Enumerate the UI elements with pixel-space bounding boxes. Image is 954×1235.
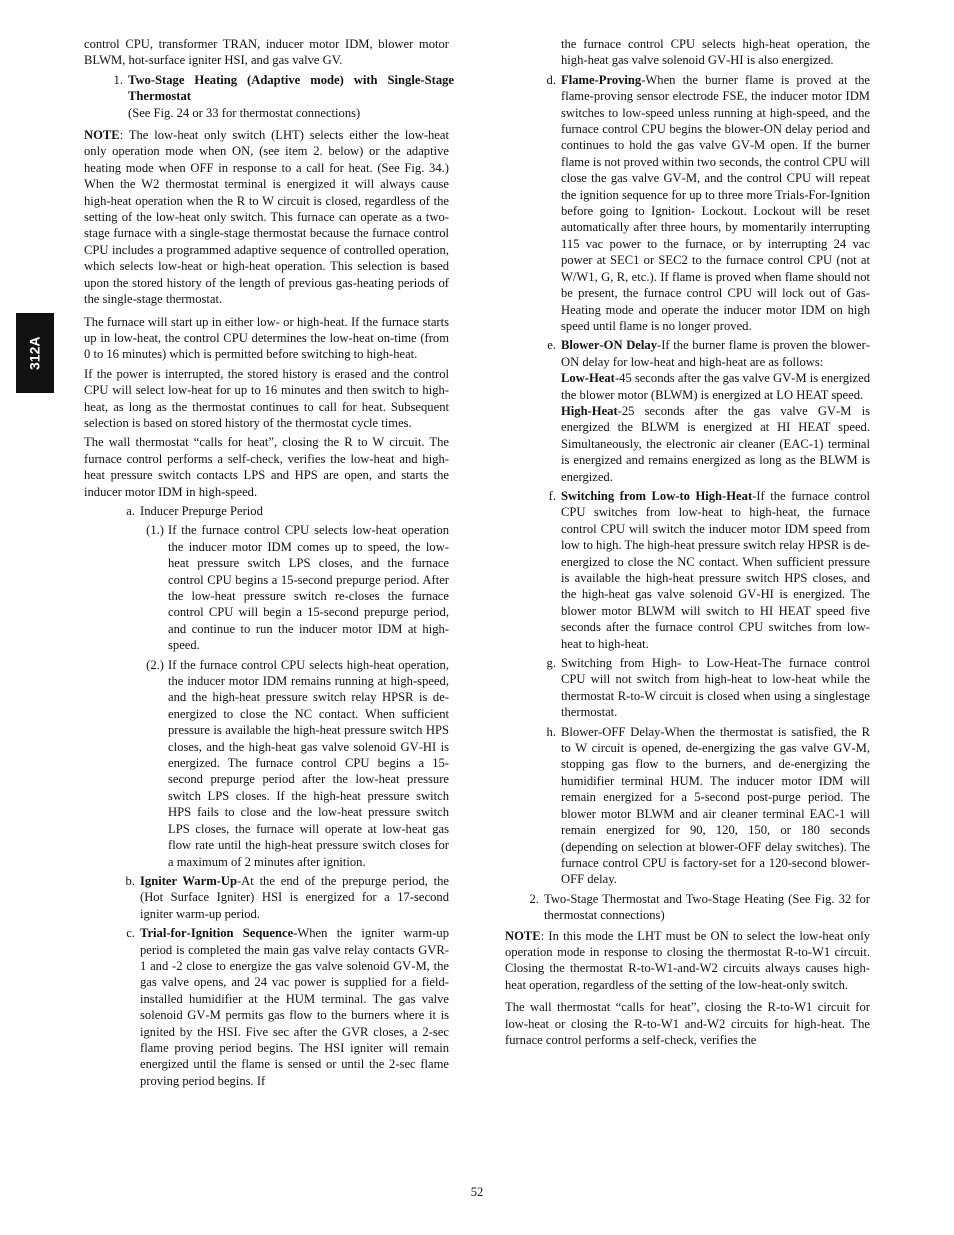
item-title: Switching from Low‐to High‐Heat [561,488,753,503]
item-number: 1. [113,72,123,87]
item-text: the furnace control CPU selects high‐heat operation, the high‐heat gas valve solenoid GV‐HI is also energized. [561,37,870,68]
list-item-a2 [84,657,449,870]
item-letter: b. [125,873,135,888]
paragraph: The furnace will start up in either low‐ or high‐heat. If the furnace starts up in low‐heat, the control CPU determines the low‐heat on‐time (from 0 to 16 minutes) which is permitted before switching to high‐heat. [84,314,449,362]
low-heat-title: Low‐Heat [561,371,615,386]
list-item-e [505,337,870,485]
list-item-b [84,873,449,922]
note-label: NOTE [84,128,120,143]
list-item-2 [505,891,870,924]
item-number: 2. [529,891,539,906]
list-item-h [505,724,870,888]
item-text: If the furnace control CPU selects high‐heat operation, the inducer motor IDM remains running at high‐speed, and the high‐heat pressure switch relay HPSR is de‐energized to close the NC contact. When sufficient pressure is available the high‐heat pressure switch HPS closes, and the high‐heat gas valve solenoid GV‐HI is energized. The furnace control CPU begins a 15‐second prepurge period after the low‐heat pressure switch LPS closes. If the high‐heat pressure switch HPS fails to close and the low‐heat pressure switch LPS closes, the furnace will operate at low‐heat gas flow rate until the high‐heat pressure switch closes for a maximum of 2 minutes after ignition. [168,657,449,869]
note-paragraph [505,928,870,994]
item-text: Inducer Prepurge Period [140,503,263,518]
note-text: : In this mode the LHT must be ON to select the low‐heat only operation mode in response to closing the thermostat R‐to‐W1 circuit. Closing the thermostat R‐to‐W1‐and‐W2 circuits always causes high‐heat operation, regardless of the setting of the low‐heat‐only switch. [505,928,870,992]
item-number: (2.) [146,657,164,672]
item-letter: c. [126,926,135,941]
list-item-a [84,503,449,519]
list-item-f [505,488,870,652]
item-text: ‐At the end of the prepurge period, the (Hot Surface Igniter) HSI is energized for a 17‐second igniter warm‐up period. [140,873,449,921]
high-heat-title: High‐Heat [561,403,618,418]
note-text: : The low‐heat only switch (LHT) selects either the low‐heat only operation mode when ON, (see item 2. below) or the adaptive heating mode when OFF in response to a call for heat. (See Fig. 34.) When the W2 thermostat terminal is energized it will always cause high‐heat operation when the R to W circuit is closed, regardless of the setting of the low‐heat only switch. This furnace can operate as a two‐stage furnace with a single‐stage thermostat because the furnace control CPU includes a programmed adaptive sequence of controlled operation, which selects low‐heat or high‐heat operation. This selection is based upon the stored history of the length of previous gas‐heating periods of the single‐stage thermostat. [84,128,449,307]
intro-paragraph: control CPU, transformer TRAN, inducer motor IDM, blower motor BLWM, hot‐surface igniter HSI, and gas valve GV. [84,37,449,68]
low-heat-text: ‐45 seconds after the gas valve GV‐M is energized the blower motor (BLWM) is energized at LO HEAT speed. [561,371,870,402]
item-text: Switching from High‐ to Low‐Heat‐The furnace control CPU will not switch from high‐heat to low‐heat while the thermostat R‐to‐W circuit is closed when using a singlestage thermostat. [561,656,870,720]
item-title: Two‐Stage Heating (Adaptive mode) with Single‐Stage Thermostat [128,72,454,104]
list-item-1 [84,72,454,121]
item-letter: d. [546,72,556,87]
item-letter: e. [547,338,556,353]
paragraph: The wall thermostat “calls for heat”, closing the R‐to‐W1 circuit for low‐heat or closing the R‐to‐W1 and‐W2 circuits for high‐heat. The furnace control performs a self‐check, verifies the [505,1000,870,1047]
section-tab-label: 312A [26,336,43,370]
note-label: NOTE [505,928,541,943]
list-item-g [505,655,870,721]
list-item-d [505,72,870,335]
right-column [505,36,870,1051]
paragraph: The wall thermostat “calls for heat”, closing the R to W circuit. The furnace control performs a self‐check, verifies the low‐heat and high‐heat pressure switch contacts LPS and HPS are open, and starts the inducer motor IDM in high‐speed. [84,435,449,499]
item-letter: f. [548,488,556,503]
note-paragraph [84,127,449,307]
item-title: Trial‐for‐Ignition Sequence [140,926,294,941]
left-column [84,36,454,1092]
item-title: Flame‐Proving [561,72,642,87]
item-title: Blower‐ON Delay [561,338,657,353]
item-text: ‐When the igniter warm‐up period is completed the main gas valve relay contacts GVR‐1 and ‐2 close to energize the gas valve solenoid GV‐M, the gas valve opens, and 24 vac power is supplied for a field‐installed humidifier at the HUM terminal. The gas valve solenoid GV‐M permits gas flow to the burners where it is ignited by the HSI. Five sec after the GVR closes, a 2‐sec flame proving period begins. The HSI igniter will remain energized until the flame is sensed or until the 2‐sec flame proving period begins. If [140,926,449,1088]
item-text: ‐If the furnace control CPU switches from low‐heat to high‐heat, the furnace control CPU will switch the inducer motor IDM speed from low to high. The high‐heat pressure switch relay HPSR is de‐energized to close the NC contact. When sufficient pressure is available the high‐heat pressure switch HPS closes, and the high‐heat gas valve solenoid GV‐HI is energized. The blower motor BLWM will switch to HI HEAT speed five seconds after the furnace control CPU switches from low‐heat to high‐heat. [561,488,870,651]
item-text: Blower‐OFF Delay‐When the thermostat is satisfied, the R to W circuit is opened, de‐energizing the gas valve GV‐M, stopping gas flow to the burners, and de‐energizing the humidifier terminal HUM. The inducer motor IDM will remain energized for a 5‐second post‐purge period. The blower motor BLWM and air cleaner terminal EAC‐1 will remain energized for 90, 120, 150, or 180 seconds (depending on selection at blower‐OFF delay switches). The furnace control CPU is factory‐set for a 120‐second blower‐OFF delay. [561,724,870,887]
item-text: Two‐Stage Thermostat and Two‐Stage Heating (See Fig. 32 for thermostat connections) [544,891,870,923]
item-title: Igniter Warm‐Up [140,873,237,888]
list-item-a1 [84,522,449,653]
item-text: ‐When the burner flame is proved at the flame‐proving sensor electrode FSE, the inducer motor IDM switches to low‐speed unless running at high‐speed, and the furnace control CPU begins the blower‐ON delay period and continues to hold the gas valve GV‐M open. If the burner flame is not proved within two seconds, the control CPU will close the gas valve GV‐M, and the control CPU will repeat the ignition sequence for up to three more Trials‐For‐Ignition before going to Ignition‐ Lockout. Lockout will be reset automatically after three hours, by momentarily interrupting 115 vac power to the furnace, or by interrupting 24 vac power at SEC1 or SEC2 to the furnace control CPU (not at W/W1, G, R, etc.). If flame is proved when flame should not be present, the furnace control CPU will lock out of Gas‐Heating mode and operate the inducer motor IDM on high speed until flame is no longer proved. [561,72,870,333]
item-letter: h. [546,724,556,739]
item-text: ‐If the burner flame is proven the blower‐ON delay for low‐heat and high‐heat are as follows: [561,338,871,369]
item-subtitle: (See Fig. 24 or 33 for thermostat connections) [128,105,361,120]
item-text: If the furnace control CPU selects low‐heat operation the inducer motor IDM comes up to speed, the low‐heat pressure switch LPS closes, and the furnace control CPU begins a 15‐second prepurge period. After the low‐heat pressure switch re‐closes the furnace control CPU will begin a 15‐second prepurge period, and continue to run the inducer motor IDM at high‐speed. [168,523,449,653]
page-number: 52 [470,1185,484,1199]
item-letter: a. [126,503,135,518]
item-number: (1.) [146,523,164,538]
high-heat-text: ‐25 seconds after the gas valve GV‐M is energized the BLWM is energized at HI HEAT speed. Simultaneously, the electronic air cleaner (EAC‐1) terminal is energized and remains energized as long as the BLWM is energized. [561,403,870,484]
item-letter: g. [546,656,556,671]
paragraph: If the power is interrupted, the stored history is erased and the control CPU will select low‐heat for up to 16 minutes and then switch to high‐heat, as long as the thermostat continues to call for heat. Subsequent selection is based on stored history of the thermostat cycle times. [84,366,449,430]
section-tab [16,313,54,393]
continued-item [505,36,870,69]
list-item-c [84,925,449,1089]
